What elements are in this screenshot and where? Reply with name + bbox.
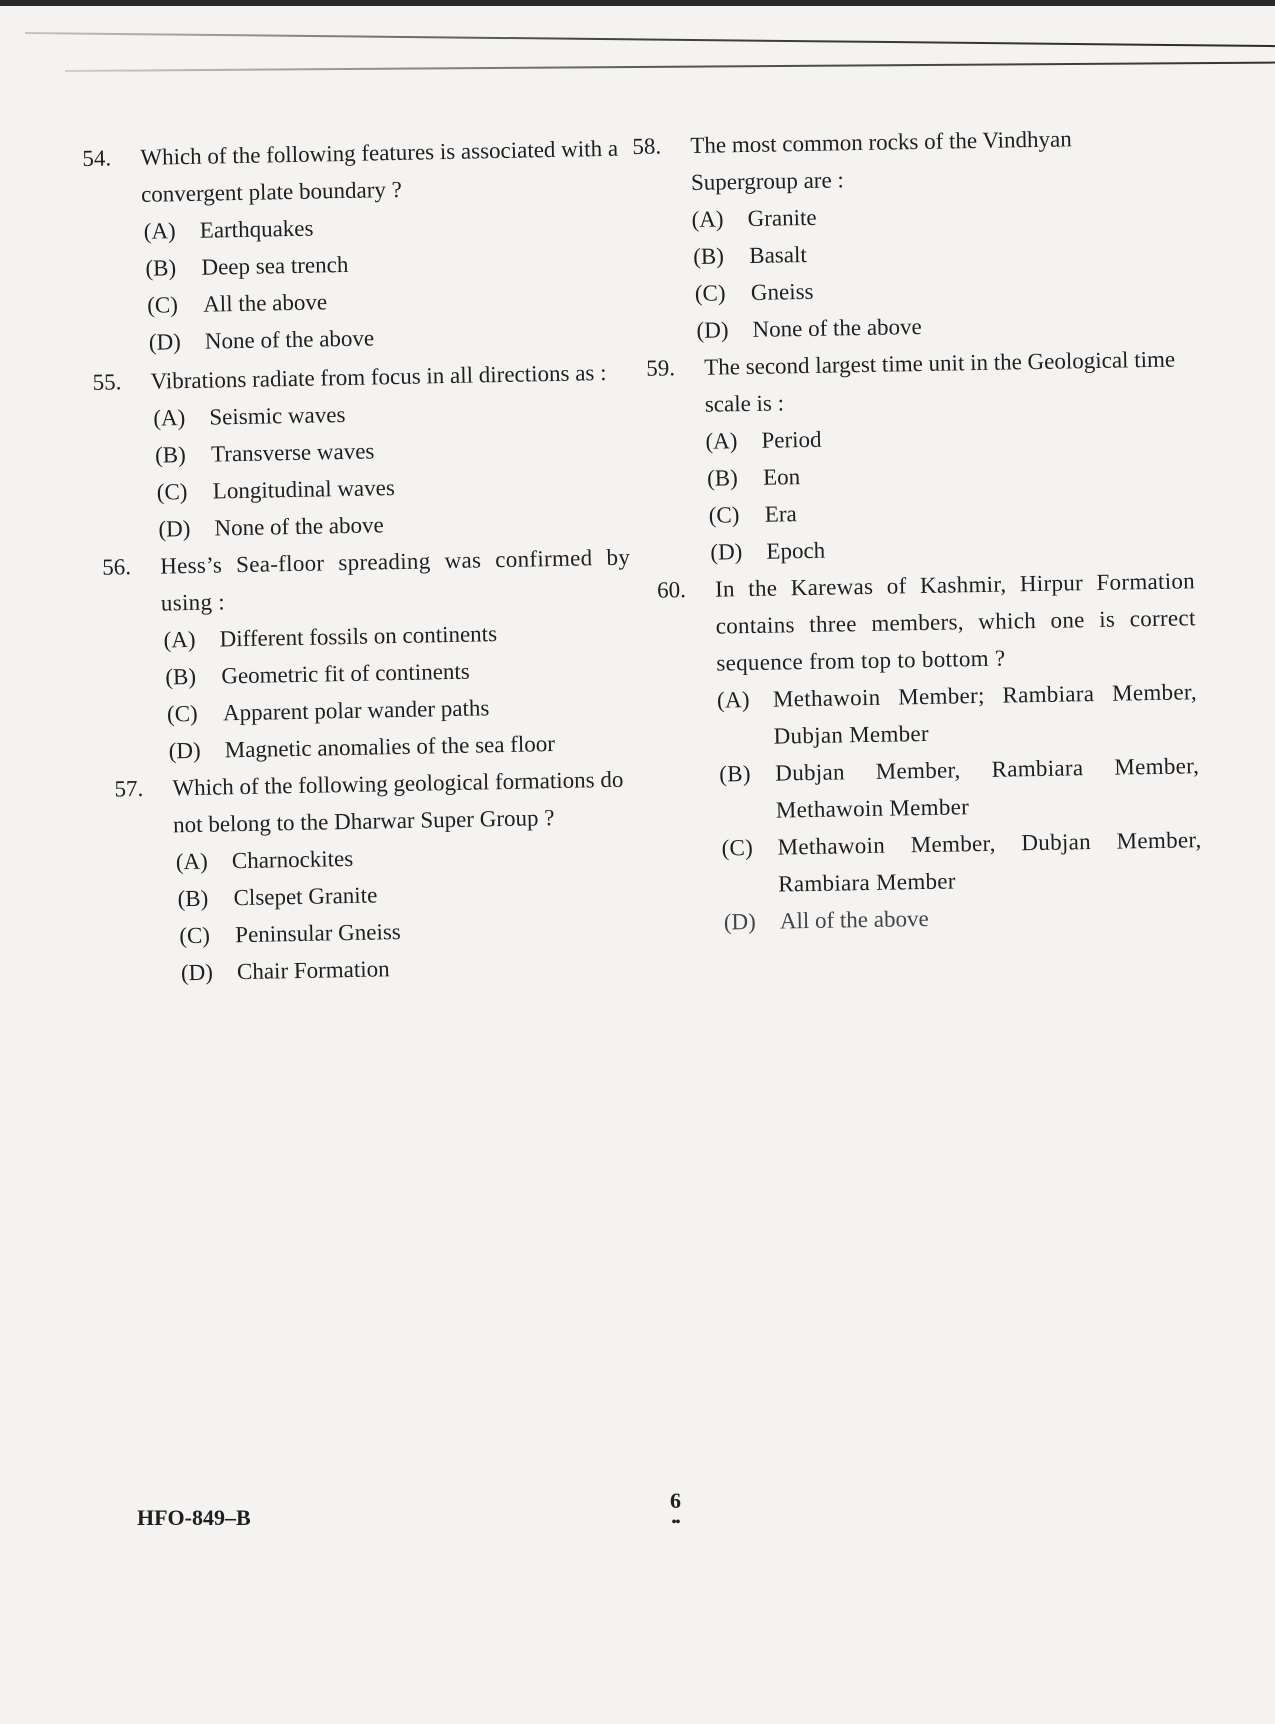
option-text: Gneiss bbox=[750, 278, 814, 305]
option-letter: (B) bbox=[693, 243, 725, 269]
option-letter: (B) bbox=[719, 761, 752, 787]
option-a bbox=[717, 673, 1198, 755]
option-text: Epoch bbox=[766, 537, 826, 564]
option-text: Methawoin Member; Rambiara Member, Dubjan Member bbox=[772, 679, 1198, 749]
option-letter: (B) bbox=[145, 255, 177, 281]
option-letter: (C) bbox=[179, 922, 211, 949]
option-letter: (D) bbox=[158, 515, 191, 542]
question-57 bbox=[114, 760, 658, 992]
page-marks: •• bbox=[671, 1515, 680, 1530]
option-letter: (D) bbox=[148, 329, 182, 355]
option-text: Deep sea trench bbox=[201, 251, 349, 280]
option-letter: (A) bbox=[716, 687, 751, 713]
option-text: Granite bbox=[747, 204, 817, 231]
question-text: The second largest time unit in the Geological time scale is : bbox=[703, 346, 1176, 417]
option-letter: (B) bbox=[165, 663, 197, 690]
option-letter: (A) bbox=[143, 218, 176, 244]
question-number: 55. bbox=[92, 369, 122, 395]
option-text: All the above bbox=[202, 289, 328, 317]
option-text: Era bbox=[764, 501, 797, 527]
option-text: Magnetic anomalies of the sea floor bbox=[224, 731, 556, 763]
option-text: Period bbox=[761, 426, 822, 453]
option-letter: (C) bbox=[146, 292, 179, 318]
option-text: Dubjan Member, Rambiara Member, Methawoin Member bbox=[775, 753, 1200, 823]
question-55 bbox=[92, 353, 649, 549]
option-letter: (B) bbox=[706, 465, 739, 491]
option-letter: (A) bbox=[691, 206, 724, 232]
option-letter: (D) bbox=[180, 959, 214, 986]
question-58 bbox=[632, 118, 1196, 350]
question-number: 57. bbox=[114, 775, 144, 802]
question-text: Which of the following geological formations do not belong to the Dharwar Super Group ? bbox=[172, 766, 624, 838]
question-text: Hess’s Sea-floor spreading was confirmed by using : bbox=[159, 544, 631, 616]
page-number-block bbox=[670, 1490, 681, 1534]
option-letter: (B) bbox=[154, 442, 186, 468]
top-border-line bbox=[0, 0, 1275, 6]
option-letter: (A) bbox=[705, 428, 738, 454]
left-column bbox=[82, 129, 658, 993]
option-letter: (D) bbox=[696, 317, 729, 343]
question-number: 58. bbox=[632, 133, 662, 159]
option-c bbox=[721, 821, 1202, 903]
option-text: Methawoin Member, Dubjan Member, Rambiara Member bbox=[777, 827, 1202, 897]
option-text: Charnockites bbox=[231, 845, 354, 874]
option-letter: (D) bbox=[168, 737, 201, 764]
question-56 bbox=[102, 538, 654, 770]
option-text: Longitudinal waves bbox=[212, 475, 396, 504]
option-text: All of the above bbox=[779, 905, 929, 934]
header-rule bbox=[25, 32, 1275, 47]
option-letter: (C) bbox=[694, 280, 726, 306]
option-text: Earthquakes bbox=[199, 215, 314, 243]
header-rule-secondary bbox=[65, 62, 1275, 72]
question-text: Vibrations radiate from focus in all directions as : bbox=[150, 359, 607, 394]
option-letter: (A) bbox=[163, 626, 196, 653]
option-text: Different fossils on continents bbox=[219, 621, 498, 652]
option-text: None of the above bbox=[204, 325, 375, 354]
option-text: None of the above bbox=[752, 313, 922, 342]
option-text: Geometric fit of continents bbox=[221, 658, 470, 689]
document-code: HFO-849–B bbox=[137, 1505, 251, 1530]
right-column bbox=[632, 118, 1206, 942]
option-letter: (C) bbox=[721, 834, 754, 861]
option-d bbox=[181, 945, 659, 991]
option-letter: (D) bbox=[710, 539, 743, 565]
question-text: The most common rocks of the Vindhyan Supergroup are : bbox=[690, 126, 1072, 195]
option-letter: (C) bbox=[166, 700, 198, 727]
option-d bbox=[724, 895, 1207, 940]
question-text: Which of the following features is associated with a convergent plate boundary ? bbox=[140, 135, 619, 207]
option-letter: (A) bbox=[175, 848, 209, 875]
question-number: 54. bbox=[82, 145, 112, 171]
option-b bbox=[719, 747, 1200, 829]
option-text: Clsepet Granite bbox=[233, 882, 378, 911]
question-number: 56. bbox=[101, 554, 132, 580]
question-number: 60. bbox=[656, 577, 687, 603]
option-text: Apparent polar wander paths bbox=[222, 695, 490, 726]
option-letter: (A) bbox=[153, 405, 186, 431]
option-letter: (C) bbox=[156, 479, 188, 505]
option-text: Transverse waves bbox=[210, 438, 375, 467]
question-text: In the Karewas of Kashmir, Hirpur Formation contains three members, which one is correct sequence from top to bottom ? bbox=[714, 568, 1196, 676]
question-number: 59. bbox=[645, 355, 676, 381]
question-54 bbox=[82, 129, 646, 362]
option-letter: (B) bbox=[177, 885, 209, 912]
option-letter: (D) bbox=[723, 908, 757, 935]
option-text: Eon bbox=[762, 464, 801, 490]
option-text: Peninsular Gneiss bbox=[235, 919, 401, 948]
option-text: Basalt bbox=[749, 241, 807, 268]
option-letter: (C) bbox=[708, 502, 740, 528]
option-text: Chair Formation bbox=[236, 956, 390, 985]
option-text: None of the above bbox=[214, 512, 384, 541]
option-text: Seismic waves bbox=[209, 401, 346, 430]
question-60 bbox=[657, 562, 1206, 941]
page-number: 6 bbox=[670, 1488, 681, 1513]
question-59 bbox=[646, 340, 1200, 572]
